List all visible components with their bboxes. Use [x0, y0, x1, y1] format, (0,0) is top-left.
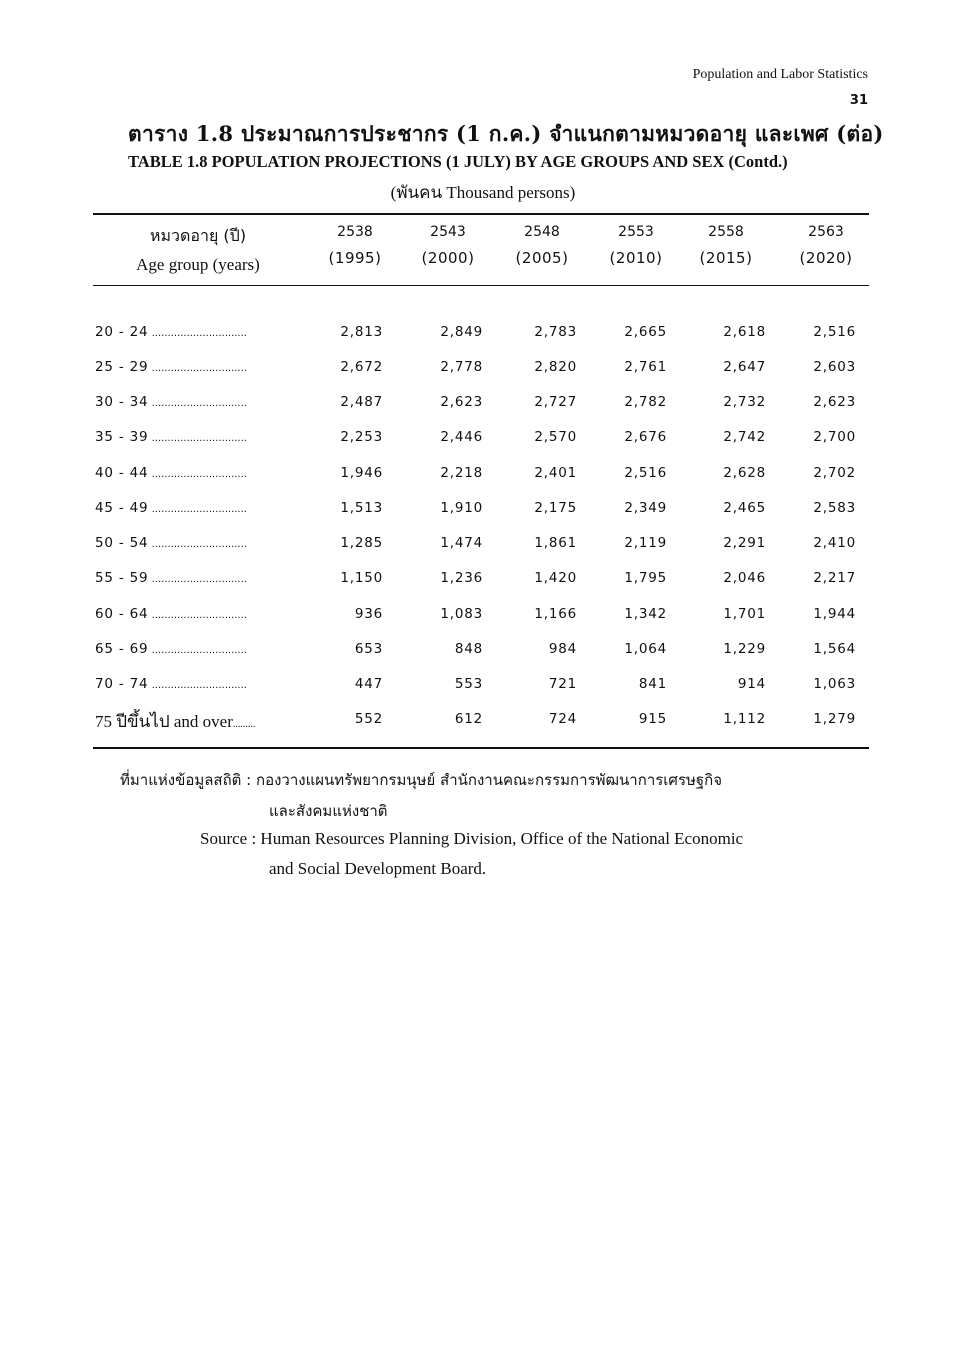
age-group-text: 25 - 29	[95, 359, 149, 375]
table-cell: 2,570	[534, 429, 577, 445]
leader-dots: ..............................	[148, 363, 247, 374]
table-cell: 2,672	[340, 359, 383, 375]
table-cell: 2,628	[723, 465, 766, 481]
age-group-label	[95, 708, 255, 735]
age-group-text: 70 - 74	[95, 676, 149, 692]
table-cell: 2,410	[813, 535, 856, 551]
table-cell: 2,813	[340, 324, 383, 340]
leader-dots: ..............................	[148, 328, 247, 339]
table-cell: 2,603	[813, 359, 856, 375]
table-cell: 553	[454, 676, 483, 692]
table-cell: 2,487	[340, 394, 383, 410]
year-column-header	[781, 224, 871, 267]
year-ce: (2005)	[515, 249, 569, 267]
table-cell: 2,253	[340, 429, 383, 445]
table-cell: 848	[454, 641, 483, 657]
table-top-rule	[93, 213, 869, 215]
table-cell: 1,513	[340, 500, 383, 516]
table-row	[93, 394, 869, 429]
table-cell: 2,676	[624, 429, 667, 445]
age-group-label	[95, 535, 247, 551]
year-ce: (2010)	[609, 249, 663, 267]
age-group-text: 75 ปีขึ้นไป and over	[95, 712, 233, 731]
table-cell: 2,782	[624, 394, 667, 410]
table-cell: 2,516	[624, 465, 667, 481]
age-group-text: 20 - 24	[95, 324, 149, 340]
table-cell: 914	[737, 676, 766, 692]
year-column-header	[403, 224, 493, 267]
table-cell: 2,119	[624, 535, 667, 551]
table-cell: 653	[354, 641, 383, 657]
leader-dots: ..............................	[148, 469, 247, 480]
table-row	[93, 641, 869, 676]
table-row	[93, 606, 869, 641]
table-cell: 1,420	[534, 570, 577, 586]
age-group-header-english: Age group (years)	[136, 255, 260, 274]
table-cell: 2,175	[534, 500, 577, 516]
table-cell: 2,761	[624, 359, 667, 375]
age-group-header	[100, 224, 296, 275]
age-group-label	[95, 429, 247, 445]
table-row	[93, 570, 869, 605]
age-group-label	[95, 500, 247, 516]
table-row	[93, 711, 869, 746]
table-cell: 1,861	[534, 535, 577, 551]
table-cell: 2,783	[534, 324, 577, 340]
table-cell: 1,229	[723, 641, 766, 657]
leader-dots: ..............................	[148, 610, 247, 621]
source-english-line-1: Source : Human Resources Planning Division, Office of the National Economic	[200, 829, 744, 848]
table-cell: 2,618	[723, 324, 766, 340]
year-ce: (2000)	[421, 249, 475, 267]
table-cell: 1,063	[813, 676, 856, 692]
year-be: 2538	[337, 224, 373, 240]
age-group-text: 30 - 34	[95, 394, 149, 410]
age-group-text: 65 - 69	[95, 641, 149, 657]
table-cell: 2,583	[813, 500, 856, 516]
table-cell: 2,820	[534, 359, 577, 375]
leader-dots: ..............................	[148, 504, 247, 515]
age-group-label	[95, 359, 247, 375]
age-group-text: 45 - 49	[95, 500, 149, 516]
table-cell: 1,342	[624, 606, 667, 622]
table-cell: 2,742	[723, 429, 766, 445]
table-cell: 2,849	[440, 324, 483, 340]
age-group-text: 55 - 59	[95, 570, 149, 586]
table-title-thai: ตาราง 1.8 ประมาณการประชากร (1 ก.ค.) จำแนกตามหมวดอายุ และเพศ (ต่อ)	[128, 121, 884, 146]
table-cell: 2,217	[813, 570, 856, 586]
year-ce: (1995)	[328, 249, 382, 267]
year-column-header	[681, 224, 771, 267]
age-group-label	[95, 570, 247, 586]
table-cell: 612	[454, 711, 483, 727]
table-row	[93, 324, 869, 359]
table-cell: 1,064	[624, 641, 667, 657]
year-be: 2563	[808, 224, 844, 240]
table-cell: 1,701	[723, 606, 766, 622]
age-group-label	[95, 641, 247, 657]
table-bottom-rule	[93, 747, 869, 749]
table-row	[93, 500, 869, 535]
table-cell: 841	[638, 676, 667, 692]
running-title: Population and Labor Statistics	[692, 67, 868, 82]
table-title-english: TABLE 1.8 POPULATION PROJECTIONS (1 JULY) BY AGE GROUPS AND SEX (Contd.)	[128, 152, 788, 171]
table-cell: 2,623	[813, 394, 856, 410]
table-cell: 2,046	[723, 570, 766, 586]
year-column-header	[310, 224, 400, 267]
source-english-line-2: and Social Development Board.	[269, 859, 487, 878]
age-group-label	[95, 676, 247, 692]
table-cell: 2,647	[723, 359, 766, 375]
table-cell: 2,778	[440, 359, 483, 375]
table-cell: 2,218	[440, 465, 483, 481]
table-cell: 915	[638, 711, 667, 727]
age-group-header-thai: หมวดอายุ (ปี)	[149, 226, 247, 245]
age-group-label	[95, 394, 247, 410]
table-cell: 2,401	[534, 465, 577, 481]
table-row	[93, 359, 869, 394]
table-cell: 1,279	[813, 711, 856, 727]
table-cell: 2,446	[440, 429, 483, 445]
table-cell: 2,516	[813, 324, 856, 340]
table-row	[93, 676, 869, 711]
table-cell: 1,564	[813, 641, 856, 657]
leader-dots: ..............................	[148, 398, 247, 409]
table-cell: 2,727	[534, 394, 577, 410]
age-group-label	[95, 324, 247, 340]
table-cell: 1,166	[534, 606, 577, 622]
table-cell: 1,285	[340, 535, 383, 551]
year-column-header	[497, 224, 587, 267]
table-cell: 1,910	[440, 500, 483, 516]
table-cell: 1,150	[340, 570, 383, 586]
header-rule	[93, 285, 869, 286]
table-cell: 1,944	[813, 606, 856, 622]
table-cell: 2,465	[723, 500, 766, 516]
table-row	[93, 429, 869, 464]
leader-dots: .........	[232, 719, 256, 730]
leader-dots: ..............................	[148, 680, 247, 691]
table-cell: 2,702	[813, 465, 856, 481]
year-be: 2558	[708, 224, 744, 240]
age-group-text: 35 - 39	[95, 429, 149, 445]
table-cell: 2,291	[723, 535, 766, 551]
source-thai-line-1: ที่มาแห่งข้อมูลสถิติ : กองวางแผนทรัพยากรมนุษย์ สำนักงานคณะกรรมการพัฒนาการเศรษฐกิจ	[120, 771, 723, 789]
age-group-text: 60 - 64	[95, 606, 149, 622]
source-thai-line-2: และสังคมแห่งชาติ	[269, 802, 388, 820]
leader-dots: ..............................	[148, 574, 247, 585]
table-cell: 2,665	[624, 324, 667, 340]
table-cell: 552	[354, 711, 383, 727]
leader-dots: ..............................	[148, 433, 247, 444]
year-be: 2548	[524, 224, 560, 240]
table-cell: 2,349	[624, 500, 667, 516]
table-cell: 447	[354, 676, 383, 692]
table-cell: 2,732	[723, 394, 766, 410]
age-group-label	[95, 606, 247, 622]
age-group-text: 50 - 54	[95, 535, 149, 551]
table-cell: 1,236	[440, 570, 483, 586]
age-group-text: 40 - 44	[95, 465, 149, 481]
year-be: 2543	[430, 224, 466, 240]
leader-dots: ..............................	[148, 539, 247, 550]
table-cell: 936	[354, 606, 383, 622]
unit-label: (พันคน Thousand persons)	[390, 183, 576, 202]
table-cell: 1,112	[723, 711, 766, 727]
year-ce: (2015)	[699, 249, 753, 267]
year-column-header	[591, 224, 681, 267]
year-be: 2553	[618, 224, 654, 240]
age-group-label	[95, 465, 247, 481]
table-row	[93, 535, 869, 570]
page-number: 31	[849, 93, 868, 108]
leader-dots: ..............................	[148, 645, 247, 656]
table-cell: 1,474	[440, 535, 483, 551]
table-cell: 1,946	[340, 465, 383, 481]
table-cell: 721	[548, 676, 577, 692]
table-cell: 1,795	[624, 570, 667, 586]
table-cell: 984	[548, 641, 577, 657]
table-cell: 2,623	[440, 394, 483, 410]
year-ce: (2020)	[799, 249, 853, 267]
table-row	[93, 465, 869, 500]
table-cell: 1,083	[440, 606, 483, 622]
table-cell: 724	[548, 711, 577, 727]
table-cell: 2,700	[813, 429, 856, 445]
